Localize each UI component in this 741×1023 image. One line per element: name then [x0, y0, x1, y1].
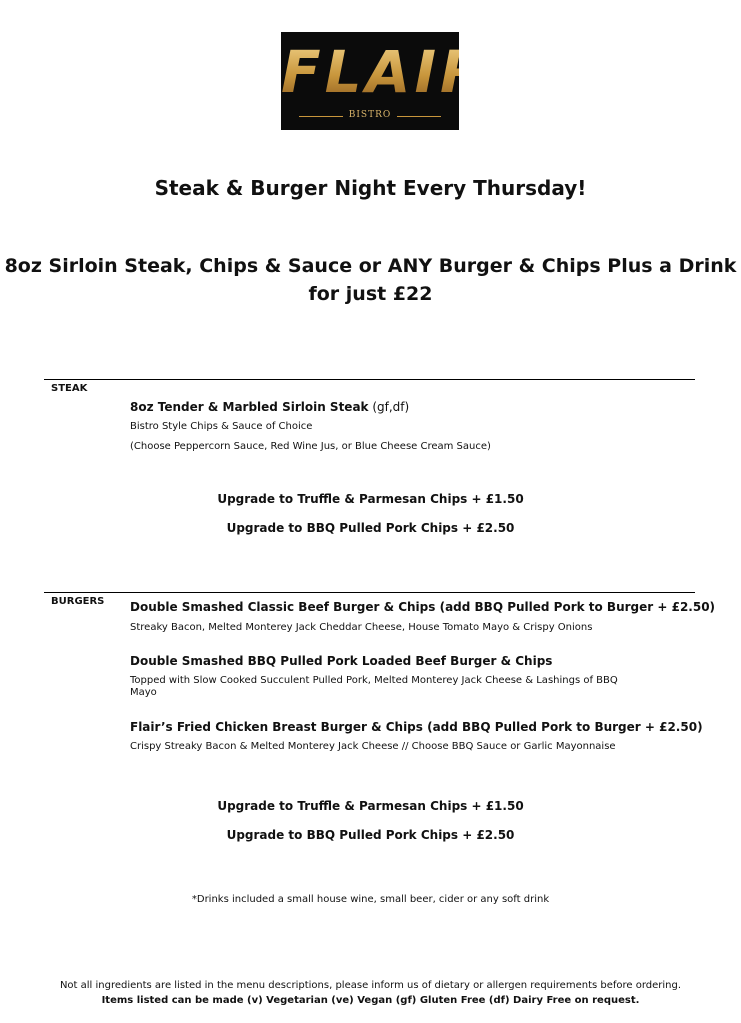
steak-item-title	[130, 400, 409, 414]
burgers-upgrade-bbq: Upgrade to BBQ Pulled Pork Chips + £2.50	[226, 828, 515, 842]
burger-item-title: Flair’s Fried Chicken Breast Burger & Chips (add BBQ Pulled Pork to Burger + £2.50)	[130, 720, 703, 734]
logo-divider-right	[397, 116, 441, 117]
burger-item-desc: Streaky Bacon, Melted Monterey Jack Cheddar Cheese, House Tomato Mayo & Crispy Onions	[130, 622, 593, 633]
steak-item-desc-1: Bistro Style Chips & Sauce of Choice	[130, 421, 313, 432]
logo-wordmark: FLAIR	[281, 38, 489, 106]
burger-item-desc: Topped with Slow Cooked Succulent Pulled Pork, Melted Monterey Jack Cheese & Lashings of BBQ Mayo	[130, 675, 618, 698]
offer-line-2: for just £22	[308, 283, 433, 305]
flair-bistro-logo	[281, 32, 489, 130]
steak-item-tags: (gf,df)	[368, 400, 410, 414]
steak-upgrade-truffle: Upgrade to Truffle & Parmesan Chips + £1.50	[217, 492, 524, 506]
burger-item-title: Double Smashed BBQ Pulled Pork Loaded Beef Burger & Chips	[130, 654, 553, 668]
logo-subtitle: BISTRO	[348, 110, 392, 120]
steak-section-label: STEAK	[51, 383, 88, 394]
steak-section-rule	[44, 379, 695, 380]
burger-item-desc: Crispy Streaky Bacon & Melted Monterey Jack Cheese // Choose BBQ Sauce or Garlic Mayonnaise	[130, 741, 616, 752]
dietary-options-notice: Items listed can be made (v) Vegetarian (ve) Vegan (gf) Gluten Free (df) Dairy Free on request.	[101, 995, 640, 1006]
steak-item-name: 8oz Tender & Marbled Sirloin Steak	[130, 400, 369, 414]
burgers-section-rule	[44, 592, 695, 593]
steak-item-desc-2: (Choose Peppercorn Sauce, Red Wine Jus, or Blue Cheese Cream Sauce)	[130, 441, 491, 452]
offer-line-1: 8oz Sirloin Steak, Chips & Sauce or ANY Burger & Chips Plus a Drink	[4, 255, 737, 277]
burgers-section-label: BURGERS	[51, 596, 105, 607]
steak-upgrade-bbq: Upgrade to BBQ Pulled Pork Chips + £2.50	[226, 521, 515, 535]
allergen-notice: Not all ingredients are listed in the menu descriptions, please inform us of dietary or allergen requirements before ordering.	[59, 980, 682, 991]
burger-item-title: Double Smashed Classic Beef Burger & Chips (add BBQ Pulled Pork to Burger + £2.50)	[130, 600, 716, 614]
drinks-note: *Drinks included a small house wine, small beer, cider or any soft drink	[191, 894, 550, 905]
offer-headline	[0, 252, 741, 308]
burgers-upgrade-truffle: Upgrade to Truffle & Parmesan Chips + £1.50	[217, 799, 524, 813]
page-title: Steak & Burger Night Every Thursday!	[154, 176, 587, 200]
